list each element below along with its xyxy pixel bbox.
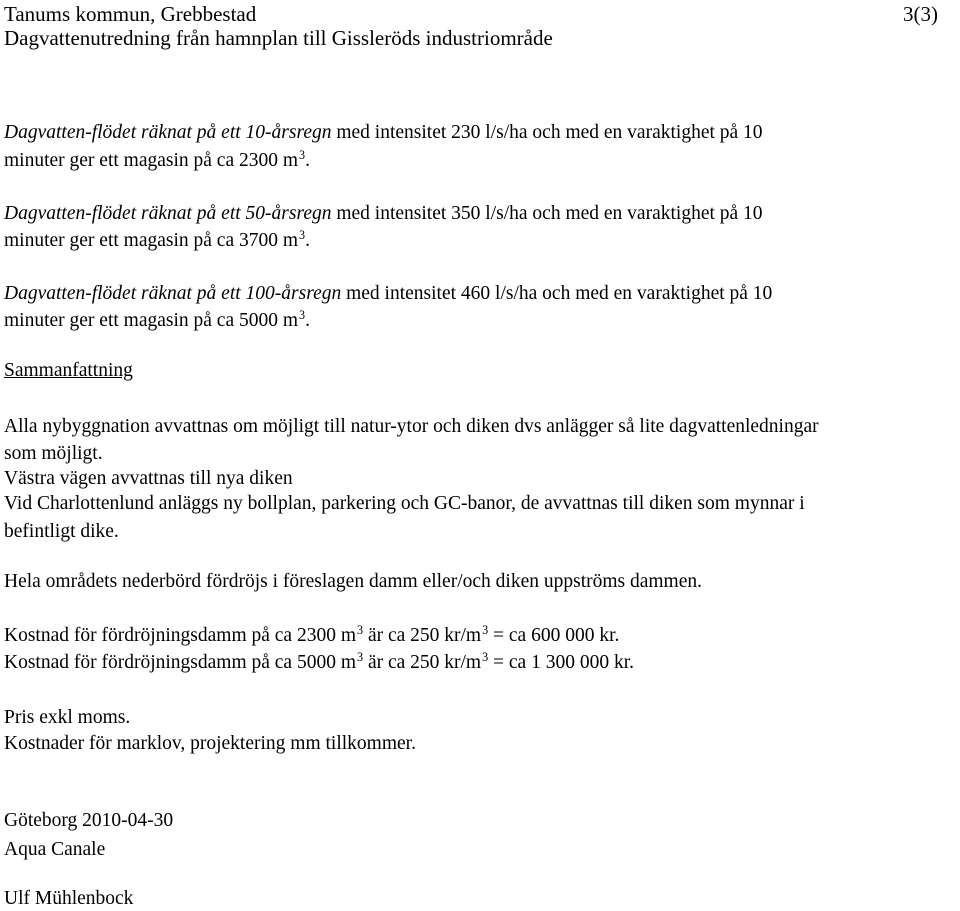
signature-name: Ulf Mühlenbock	[4, 888, 134, 909]
calc-10yr-italic: Dagvatten-flödet räknat på ett 10-årsregn	[4, 122, 332, 143]
note-price: Pris exkl moms.	[4, 707, 131, 728]
calc-10yr-end: .	[305, 150, 310, 171]
cost-5000-total: = ca 1 300 000 kr.	[488, 652, 635, 673]
calc-10yr-result: minuter ger ett magasin på ca 2300 m	[4, 150, 299, 171]
cost-5000-rate: är ca 250 kr/m	[363, 652, 482, 673]
cost-2300-sup1: 3	[357, 623, 364, 638]
calc-10yr-sup: 3	[299, 148, 306, 163]
cost-5000-sup2: 3	[482, 650, 489, 665]
calc-100yr-sup: 3	[299, 308, 306, 323]
calc-50yr-end: .	[305, 230, 310, 251]
header-title: Dagvattenutredning från hamnplan till Gissleröds industriområde	[4, 26, 553, 50]
calc-100yr-line1	[4, 282, 772, 306]
calc-100yr-italic: Dagvatten-flödet räknat på ett 100-årsregn	[4, 283, 342, 304]
page-number: 3(3)	[903, 2, 938, 26]
cost-5000-text: Kostnad för fördröjningsdamm på ca 5000 m	[4, 652, 357, 673]
calc-50yr-sup: 3	[299, 228, 306, 243]
summary-p3-line2: befintligt dike.	[4, 521, 119, 542]
calc-10yr-line2	[4, 149, 310, 173]
cost-line-5000	[4, 651, 634, 675]
calc-50yr-line2	[4, 229, 310, 253]
header-org: Tanums kommun, Grebbestad	[4, 2, 257, 26]
summary-heading: Sammanfattning	[4, 360, 133, 381]
calc-50yr-italic: Dagvatten-flödet räknat på ett 50-årsregn	[4, 203, 332, 224]
cost-5000-sup1: 3	[357, 650, 364, 665]
cost-2300-sup2: 3	[482, 623, 489, 638]
note-extra-costs: Kostnader för marklov, projektering mm tillkommer.	[4, 733, 416, 754]
calc-50yr-line1	[4, 202, 763, 226]
cost-2300-total: = ca 600 000 kr.	[488, 625, 620, 646]
summary-p3-line1: Vid Charlottenlund anläggs ny bollplan, parkering och GC-banor, de avvattnas till diken som mynnar i	[4, 493, 805, 514]
cost-line-2300	[4, 624, 619, 648]
calc-100yr-line2	[4, 309, 310, 333]
calc-50yr-result: minuter ger ett magasin på ca 3700 m	[4, 230, 299, 251]
calc-10yr-rest: med intensitet 230 l/s/ha och med en varaktighet på 10	[331, 122, 763, 143]
summary-p1-line1: Alla nybyggnation avvattnas om möjligt till natur-ytor och diken dvs anlägger så lite dagvattenledningar	[4, 416, 819, 437]
calc-100yr-end: .	[305, 310, 310, 331]
calc-50yr-rest: med intensitet 350 l/s/ha och med en varaktighet på 10	[331, 203, 763, 224]
summary-p2: Västra vägen avvattnas till nya diken	[4, 468, 293, 489]
cost-2300-text: Kostnad för fördröjningsdamm på ca 2300 m	[4, 625, 357, 646]
calc-100yr-result: minuter ger ett magasin på ca 5000 m	[4, 310, 299, 331]
cost-2300-rate: är ca 250 kr/m	[363, 625, 482, 646]
calc-10yr-line1	[4, 121, 763, 145]
calc-100yr-rest: med intensitet 460 l/s/ha och med en varaktighet på 10	[341, 283, 773, 304]
summary-p1-line2: som möjligt.	[4, 443, 103, 464]
signature-company: Aqua Canale	[4, 839, 106, 860]
signature-place-date: Göteborg 2010-04-30	[4, 810, 174, 831]
summary-p4: Hela områdets nederbörd fördröjs i föreslagen damm eller/och diken uppströms dammen.	[4, 571, 703, 592]
